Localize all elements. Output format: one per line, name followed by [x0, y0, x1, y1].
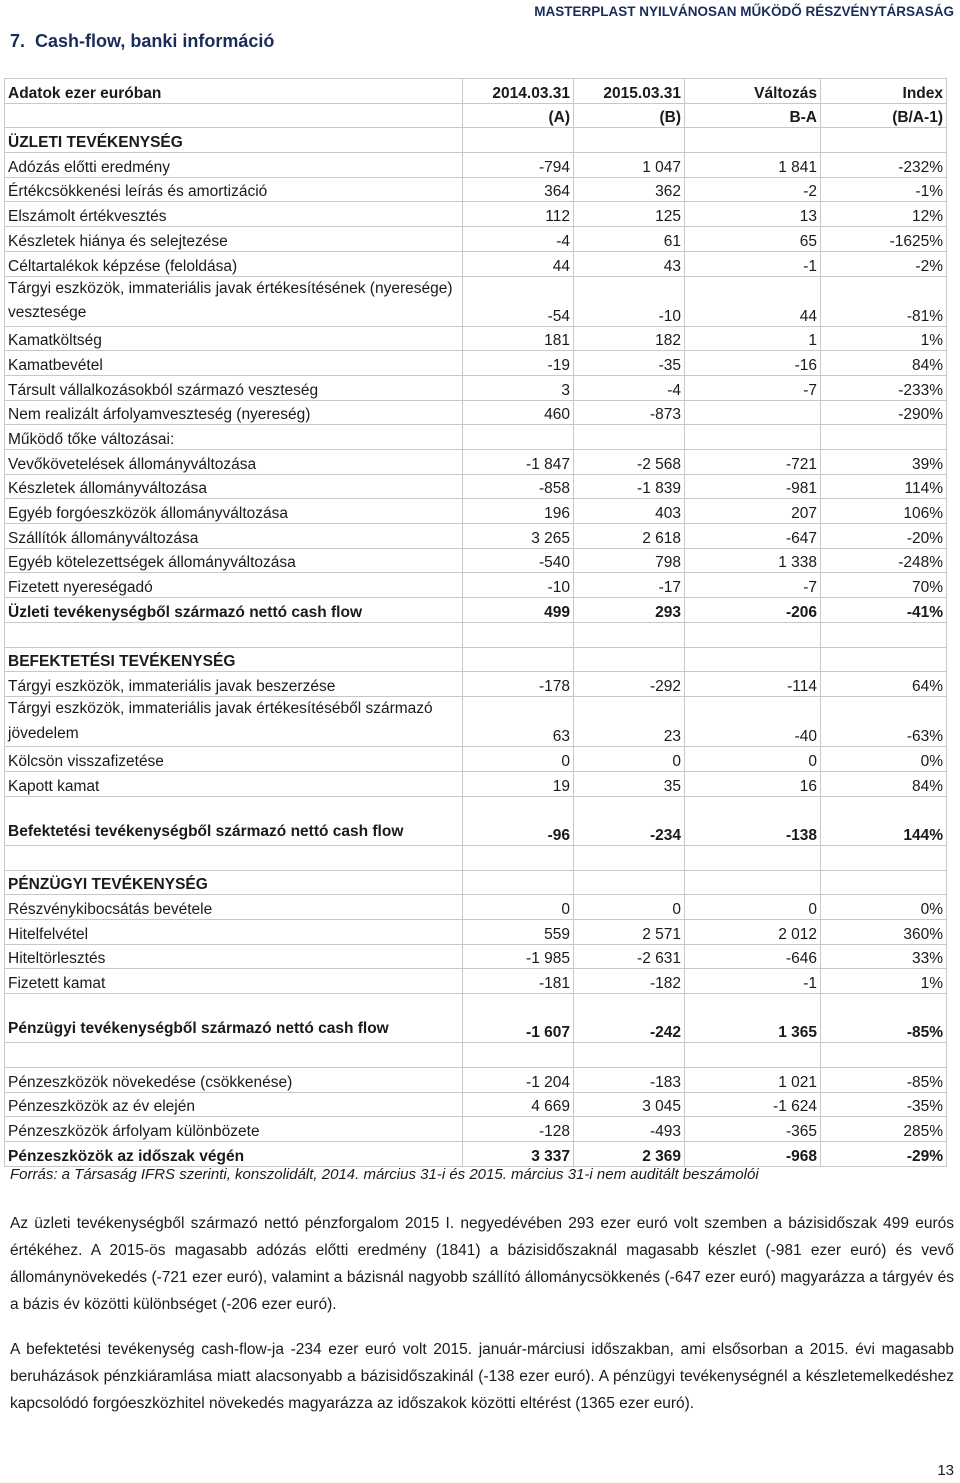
value-index: 285%: [821, 1117, 947, 1142]
value-change: -40: [685, 697, 821, 747]
table-row: [5, 524, 947, 549]
value-2014: 4 669: [463, 1092, 574, 1117]
value-2014: 3: [463, 375, 574, 400]
value-2015: [574, 128, 685, 153]
value-change: 1 021: [685, 1067, 821, 1092]
table-row: [5, 128, 947, 153]
value-2015: 35: [574, 771, 685, 796]
value-index: -63%: [821, 697, 947, 747]
value-2014: 181: [463, 326, 574, 351]
value-2014: -4: [463, 227, 574, 252]
value-2015: -1 839: [574, 474, 685, 499]
value-index: 84%: [821, 351, 947, 376]
source-note: Forrás: a Társaság IFRS szerinti, konszolidált, 2014. március 31-i és 2015. március 31-i nem auditált beszámolói: [10, 1166, 759, 1183]
value-index: [821, 622, 947, 647]
row-label: Befektetési tevékenységből származó nettó cash flow: [5, 796, 463, 845]
row-label: Pénzügyi tevékenységből származó nettó cash flow: [5, 993, 463, 1042]
value-index: 0%: [821, 747, 947, 772]
row-label: Pénzeszközök az időszak végén: [5, 1142, 463, 1167]
value-change: -365: [685, 1117, 821, 1142]
value-2015: [574, 1042, 685, 1067]
value-2014: [463, 870, 574, 895]
table-row: [5, 771, 947, 796]
value-change: -16: [685, 351, 821, 376]
value-index: 1%: [821, 326, 947, 351]
value-2015: 798: [574, 548, 685, 573]
value-2015: 61: [574, 227, 685, 252]
value-index: 1%: [821, 969, 947, 994]
value-change: -114: [685, 672, 821, 697]
value-index: -35%: [821, 1092, 947, 1117]
value-change: [685, 400, 821, 425]
column-header-index: Index: [821, 79, 947, 104]
value-2014: 460: [463, 400, 574, 425]
column-header-change: Változás: [685, 79, 821, 104]
value-2014: 3 265: [463, 524, 574, 549]
row-label: Kamatköltség: [5, 326, 463, 351]
value-2015: [574, 425, 685, 450]
table-row: [5, 598, 947, 623]
table-row: [5, 425, 947, 450]
row-label: Kapott kamat: [5, 771, 463, 796]
value-index: -85%: [821, 993, 947, 1042]
value-change: -646: [685, 944, 821, 969]
value-index: [821, 870, 947, 895]
value-index: 360%: [821, 919, 947, 944]
value-index: 39%: [821, 449, 947, 474]
value-change: -1: [685, 251, 821, 276]
company-name: MASTERPLAST NYILVÁNOSAN MŰKÖDŐ RÉSZVÉNYTÁRSASÁG: [534, 4, 954, 19]
table-row: [5, 474, 947, 499]
value-change: -7: [685, 375, 821, 400]
table-row: [5, 251, 947, 276]
value-2014: 112: [463, 202, 574, 227]
cashflow-table: [4, 78, 947, 1167]
value-index: 12%: [821, 202, 947, 227]
value-index: 33%: [821, 944, 947, 969]
value-change: -647: [685, 524, 821, 549]
column-header-label: Adatok ezer euróban: [5, 79, 463, 104]
value-change: -7: [685, 573, 821, 598]
value-2015: -2 631: [574, 944, 685, 969]
row-label: Működő tőke változásai:: [5, 425, 463, 450]
value-change: -2: [685, 177, 821, 202]
table-row: [5, 672, 947, 697]
value-index: [821, 1042, 947, 1067]
value-index: -41%: [821, 598, 947, 623]
subheader-change: B-A: [685, 103, 821, 128]
value-index: [821, 128, 947, 153]
value-2015: 2 369: [574, 1142, 685, 1167]
value-2015: 403: [574, 499, 685, 524]
row-label: [5, 845, 463, 870]
value-2014: -1 985: [463, 944, 574, 969]
value-2015: [574, 622, 685, 647]
value-2014: -540: [463, 548, 574, 573]
value-2015: -183: [574, 1067, 685, 1092]
table-row: [5, 622, 947, 647]
value-index: -29%: [821, 1142, 947, 1167]
table-row: [5, 697, 947, 747]
row-label: Pénzeszközök az év elején: [5, 1092, 463, 1117]
row-label: Fizetett kamat: [5, 969, 463, 994]
value-index: 70%: [821, 573, 947, 598]
value-2014: -96: [463, 796, 574, 845]
value-2014: -1 204: [463, 1067, 574, 1092]
value-index: 0%: [821, 895, 947, 920]
table-row: [5, 1142, 947, 1167]
table-header-row: [5, 79, 947, 104]
value-index: [821, 425, 947, 450]
table-row: [5, 202, 947, 227]
value-change: -206: [685, 598, 821, 623]
row-label: Üzleti tevékenységből származó nettó cash flow: [5, 598, 463, 623]
value-index: 106%: [821, 499, 947, 524]
value-index: -248%: [821, 548, 947, 573]
table-row: [5, 1117, 947, 1142]
row-label: Társult vállalkozásokból származó veszteség: [5, 375, 463, 400]
table-row: [5, 1092, 947, 1117]
value-2015: 23: [574, 697, 685, 747]
value-change: [685, 647, 821, 672]
value-index: [821, 647, 947, 672]
value-index: -233%: [821, 375, 947, 400]
value-2015: -4: [574, 375, 685, 400]
value-index: -1625%: [821, 227, 947, 252]
value-2014: -178: [463, 672, 574, 697]
value-index: 64%: [821, 672, 947, 697]
value-2014: [463, 425, 574, 450]
row-label: Pénzeszközök árfolyam különbözete: [5, 1117, 463, 1142]
value-index: -2%: [821, 251, 947, 276]
value-change: [685, 128, 821, 153]
value-2014: 44: [463, 251, 574, 276]
value-2014: 196: [463, 499, 574, 524]
table-row: [5, 919, 947, 944]
value-2014: [463, 647, 574, 672]
row-label: Céltartalékok képzése (feloldása): [5, 251, 463, 276]
value-index: -232%: [821, 153, 947, 178]
paragraph-operating: Az üzleti tevékenységből származó nettó pénzforgalom 2015 I. negyedévében 293 ezer euró volt szemben a bázisidőszak 499 eurós értékéhez. A 2015-ös magasabb adózás előtti eredmény (1841) a bázisidőszaknál magasabb készlet (-981 ezer euró) és vevő állománynövekedés (-721 ezer euró), valamint a bázisnál nagyobb szállító állománycsökkenés (-647 ezer euró) magyarázza a tárgyév és a bázis év közötti különbséget (-206 ezer euró).: [10, 1215, 954, 1313]
row-label: Nem realizált árfolyamveszteség (nyereség): [5, 400, 463, 425]
row-label: Egyéb forgóeszközök állományváltozása: [5, 499, 463, 524]
row-label: [5, 1042, 463, 1067]
table-row: [5, 177, 947, 202]
value-2014: 0: [463, 895, 574, 920]
table-row: [5, 153, 947, 178]
value-2015: -292: [574, 672, 685, 697]
row-label: Pénzeszközök növekedése (csökkenése): [5, 1067, 463, 1092]
value-2015: -182: [574, 969, 685, 994]
value-change: [685, 622, 821, 647]
value-2015: 3 045: [574, 1092, 685, 1117]
row-label: Tárgyi eszközök, immateriális javak értékesítésének (nyeresége) vesztesége: [5, 276, 463, 326]
value-change: 1: [685, 326, 821, 351]
value-2015: 0: [574, 895, 685, 920]
value-2014: 364: [463, 177, 574, 202]
value-2015: [574, 647, 685, 672]
value-2015: 1 047: [574, 153, 685, 178]
column-header-2015: 2015.03.31: [574, 79, 685, 104]
row-label: Kölcsön visszafizetése: [5, 747, 463, 772]
row-label: BEFEKTETÉSI TEVÉKENYSÉG: [5, 647, 463, 672]
value-2015: 0: [574, 747, 685, 772]
value-2015: 2 618: [574, 524, 685, 549]
row-label: Fizetett nyereségadó: [5, 573, 463, 598]
value-2015: 2 571: [574, 919, 685, 944]
value-index: -290%: [821, 400, 947, 425]
value-2015: [574, 845, 685, 870]
value-2015: -17: [574, 573, 685, 598]
value-2014: 3 337: [463, 1142, 574, 1167]
value-2014: -181: [463, 969, 574, 994]
table-row: [5, 969, 947, 994]
row-label: Vevőkövetelések állományváltozása: [5, 449, 463, 474]
value-2014: [463, 1042, 574, 1067]
paragraph-investing: A befektetési tevékenység cash-flow-ja -234 ezer euró volt 2015. január-márciusi időszakban, ami elsősorban a 2015. évi magasabb beruházások pénzkiáramlása miatt alacsonyabb a bázisidőszakinál (-138 ezer euró). A pénzügyi tevékenységnél a készletemelkedéshez kapcsolódó forgóeszközhitel növekedés magyarázza az időszakok közötti eltérést (1365 ezer euró).: [10, 1341, 954, 1412]
table-row: [5, 351, 947, 376]
row-label: Elszámolt értékvesztés: [5, 202, 463, 227]
value-2014: 499: [463, 598, 574, 623]
value-2014: -1 847: [463, 449, 574, 474]
value-2014: -128: [463, 1117, 574, 1142]
value-2015: -35: [574, 351, 685, 376]
value-2014: -19: [463, 351, 574, 376]
row-label: [5, 622, 463, 647]
value-change: 44: [685, 276, 821, 326]
subheader-index: (B/A-1): [821, 103, 947, 128]
row-label: Hitelfelvétel: [5, 919, 463, 944]
value-change: [685, 845, 821, 870]
value-2014: [463, 128, 574, 153]
value-2015: 182: [574, 326, 685, 351]
value-change: -138: [685, 796, 821, 845]
section-title: 7. Cash-flow, banki információ: [10, 31, 275, 51]
value-change: -968: [685, 1142, 821, 1167]
value-2014: -10: [463, 573, 574, 598]
column-header-2014: 2014.03.31: [463, 79, 574, 104]
table-row: [5, 326, 947, 351]
value-2014: 63: [463, 697, 574, 747]
table-row: [5, 400, 947, 425]
row-label: ÜZLETI TEVÉKENYSÉG: [5, 128, 463, 153]
value-change: -1 624: [685, 1092, 821, 1117]
value-2015: 43: [574, 251, 685, 276]
value-2015: -493: [574, 1117, 685, 1142]
value-index: -20%: [821, 524, 947, 549]
value-change: 2 012: [685, 919, 821, 944]
table-row: [5, 993, 947, 1042]
value-2014: -54: [463, 276, 574, 326]
value-2014: -858: [463, 474, 574, 499]
table-row: [5, 895, 947, 920]
subheader-a: (A): [463, 103, 574, 128]
value-2015: -2 568: [574, 449, 685, 474]
table-row: [5, 944, 947, 969]
value-index: -85%: [821, 1067, 947, 1092]
value-change: 207: [685, 499, 821, 524]
row-label: PÉNZÜGYI TEVÉKENYSÉG: [5, 870, 463, 895]
row-label: Készletek állományváltozása: [5, 474, 463, 499]
table-row: [5, 276, 947, 326]
value-change: 1 841: [685, 153, 821, 178]
row-label: Adózás előtti eredmény: [5, 153, 463, 178]
value-change: 65: [685, 227, 821, 252]
value-change: [685, 425, 821, 450]
value-index: 114%: [821, 474, 947, 499]
row-label: Tárgyi eszközök, immateriális javak beszerzése: [5, 672, 463, 697]
row-label: Tárgyi eszközök, immateriális javak értékesítéséből származó jövedelem: [5, 697, 463, 747]
value-change: [685, 1042, 821, 1067]
table-row: [5, 845, 947, 870]
value-2014: 0: [463, 747, 574, 772]
value-2014: [463, 845, 574, 870]
table-row: [5, 870, 947, 895]
value-2015: 362: [574, 177, 685, 202]
table-row: [5, 647, 947, 672]
row-label: Készletek hiánya és selejtezése: [5, 227, 463, 252]
table-row: [5, 227, 947, 252]
value-change: 1 365: [685, 993, 821, 1042]
value-2014: [463, 622, 574, 647]
subheader-b: (B): [574, 103, 685, 128]
value-change: -981: [685, 474, 821, 499]
table-row: [5, 1067, 947, 1092]
value-change: 13: [685, 202, 821, 227]
table-row: [5, 747, 947, 772]
table-row: [5, 1042, 947, 1067]
value-index: 144%: [821, 796, 947, 845]
value-2015: -10: [574, 276, 685, 326]
row-label: Szállítók állományváltozása: [5, 524, 463, 549]
subheader-label: [5, 103, 463, 128]
value-2014: 19: [463, 771, 574, 796]
value-2015: [574, 870, 685, 895]
value-index: -1%: [821, 177, 947, 202]
row-label: Értékcsökkenési leírás és amortizáció: [5, 177, 463, 202]
page-number: 13: [937, 1462, 954, 1479]
value-2015: 125: [574, 202, 685, 227]
value-change: 0: [685, 895, 821, 920]
value-2015: -873: [574, 400, 685, 425]
value-change: [685, 870, 821, 895]
value-change: 1 338: [685, 548, 821, 573]
value-change: 0: [685, 747, 821, 772]
table-row: [5, 796, 947, 845]
value-2014: -794: [463, 153, 574, 178]
value-2015: -242: [574, 993, 685, 1042]
value-index: 84%: [821, 771, 947, 796]
value-index: -81%: [821, 276, 947, 326]
row-label: Kamatbevétel: [5, 351, 463, 376]
value-2014: 559: [463, 919, 574, 944]
value-index: [821, 845, 947, 870]
table-row: [5, 449, 947, 474]
row-label: Egyéb kötelezettségek állományváltozása: [5, 548, 463, 573]
table-subheader-row: [5, 103, 947, 128]
row-label: Részvénykibocsátás bevétele: [5, 895, 463, 920]
row-label: Hiteltörlesztés: [5, 944, 463, 969]
value-change: -721: [685, 449, 821, 474]
value-2015: -234: [574, 796, 685, 845]
table-row: [5, 499, 947, 524]
value-change: 16: [685, 771, 821, 796]
table-row: [5, 548, 947, 573]
table-row: [5, 573, 947, 598]
value-change: -1: [685, 969, 821, 994]
value-2015: 293: [574, 598, 685, 623]
table-row: [5, 375, 947, 400]
value-2014: -1 607: [463, 993, 574, 1042]
